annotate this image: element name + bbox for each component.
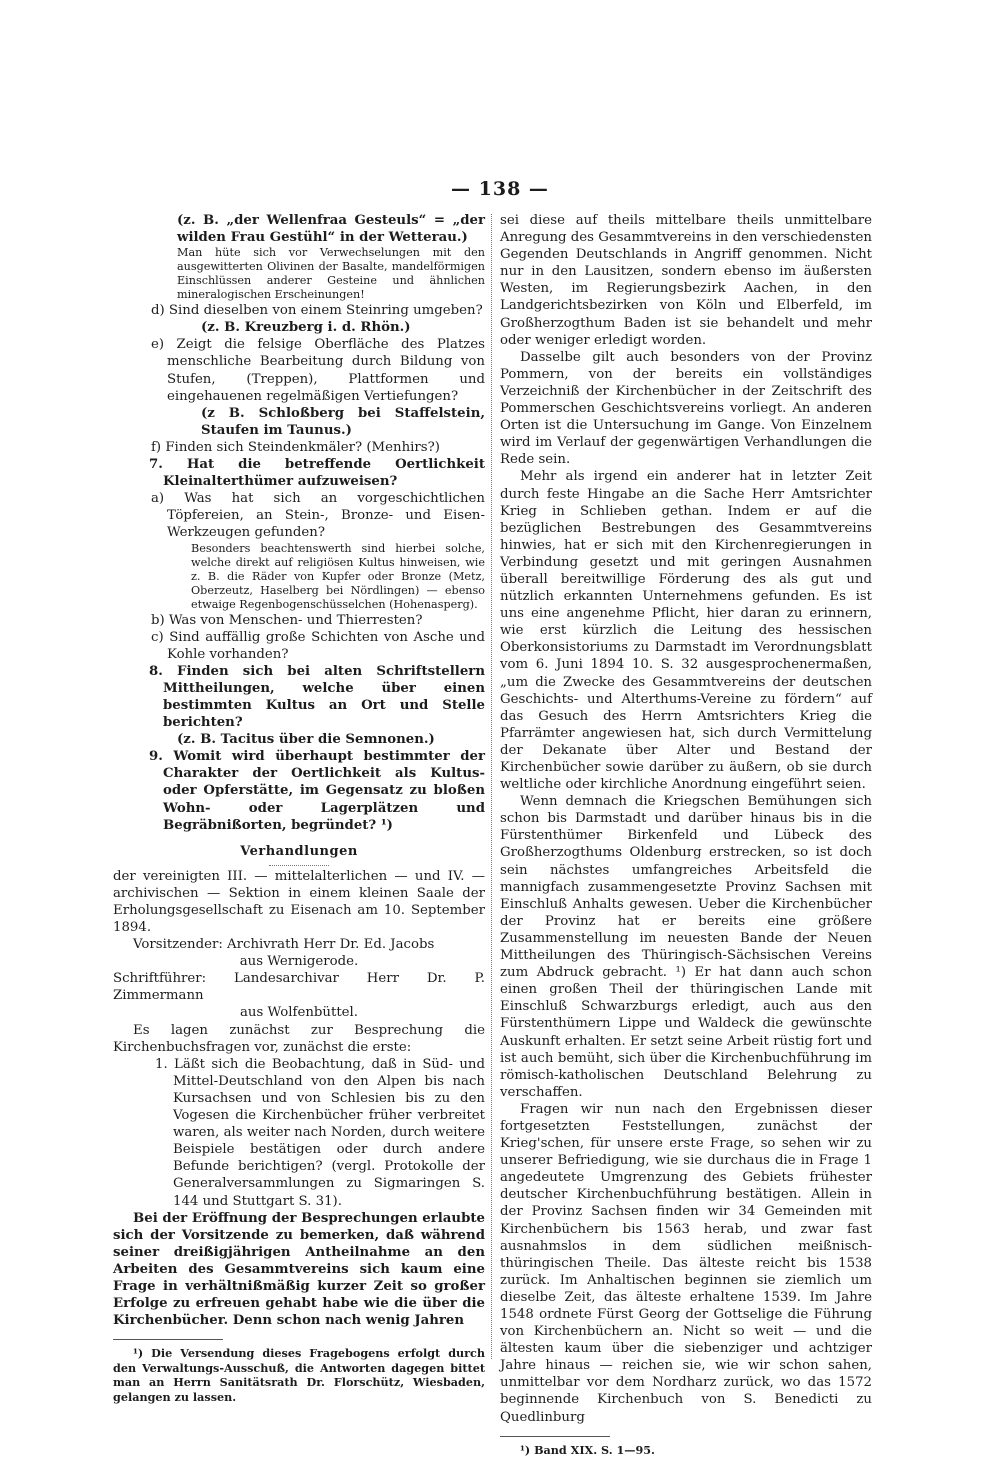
question-1: 1. Läßt sich die Beobachtung, daß in Süd- und Mittel-Deutschland von den Alpen bis nach Kursachsen und von Schlesien bis zu den Vogesen die Kirchenbücher früher verbreitet waren, als weiter nach Norden, durch weitere Beispiele bestätigen oder durch andere Befunde berichtigen? (vergl. Protokolle der Generalversammlungen zu Sigmaringen S. 144 und Stuttgart S. 31).	[155, 1056, 485, 1209]
example-note: (z. B. „der Wellenfraa Gesteuls“ = „der wilden Frau Gestühl“ in der Wetterau.)	[177, 213, 485, 246]
paragraph-4: Wenn demnach die Kriegschen Bemühungen sich schon bis Darmstadt und darüber hinaus bis in die Fürstenthümer Birkenfeld und Lübeck des Großherzogthums Oldenburg erstrecken, so ist doch sein nächstes umfangreiches Arbeitsfeld die mannigfach zusammengesetzte Provinz Sachsen mit Einschluß Anhalts gewesen. Ueber die Kirchenbücher der Provinz hat er bereits eine größere Zusammenstellung im neuesten Bande der Neuen Mittheilungen des Thüringisch-Sächsischen Vereins zum Abdruck gebracht. ¹) Er hat dann auch schon einen großen Theil der thüringischen Lande mit Einschluß Schwarzburgs erledigt, auch aus den Fürstenthümern Lippe und Waldeck die gewünschte Auskunft erhalten. Er setzt seine Arbeit rüstig fort und ist auch bemüht, sich über die Kirchenbuchführung im römisch-katholischen Deutschland Belehrung zu verschaffen.	[500, 794, 872, 1100]
chairman-origin: aus Wernigerode.	[239, 954, 359, 970]
note-7a: Besonders beachtenswerth sind hierbei solche, welche direkt auf religiösen Kultus hinweisen, wie z. B. die Räder von Kupfer oder Bronze (Metz, Oberzeutz, Haselberg bei Nördlingen) — ebenso etwaige Regenbogenschüsselchen (Hohenasperg).	[191, 541, 485, 611]
question-9: 9. Womit wird überhaupt bestimmter der Charakter der Oertlichkeit als Kultus- oder Opferstätte, im Gegensatz zu bloßen Wohn- oder Lagerplätzen und Begräbnißorten, begründet? ¹)	[149, 749, 485, 833]
paragraph-3: Mehr als irgend ein anderer hat in letzter Zeit durch feste Hingabe an die Sache Herr Amtsrichter Krieg in Schlieben gethan. Indem er auf die bezüglichen Bestrebungen des Gesammtvereins hinwies, hat er sich mit den Kirchenregierungen in Verbindung gesetzt und mit geringen Ausnahmen überall bereitwillige Förderung des als gut und nützlich erkannten Unternehmens gefunden. Es ist uns eine angenehme Pflicht, hier daran zu erinnern, wie erst kürzlich die Leitung des hessischen Oberkonsistoriums zu Darmstadt im Verordnungsblatt vom 6. Juni 1894 10. S. 32 ausgesprochenermaßen, „um die Zwecke des Gesammtvereins der deutschen Geschichts- und Alterthums-Vereine zu fördern“ auf das Gesuch des Herrn Amtsrichters Krieg die Pfarrämter angewiesen hat, sich durch Vermittelung der Dekanate über Alter und Bestand der Kirchenbücher sowie darüber zu äußern, ob sie durch weltliche oder kirchliche Anordnung eingeführt seien.	[500, 469, 872, 793]
section-heading: Verhandlungen	[240, 843, 358, 859]
left-column	[113, 212, 485, 1404]
question-f: f) Finden sich Steindenkmäler? (Menhirs?)	[151, 439, 440, 455]
question-7: 7. Hat die betreffende Oertlichkeit Kleinalterthümer aufzuweisen?	[149, 457, 485, 490]
example-8: (z. B. Tacitus über die Semnonen.)	[177, 732, 435, 748]
secretary: Schriftführer: Landesarchivar Herr Dr. P. Zimmermann	[113, 971, 485, 1004]
meeting-intro: der vereinigten III. — mittelalterlichen — und IV. — archivischen — Sektion in einem kleinen Saale der Erholungsgesellschaft zu Eisenach am 10. September 1894.	[113, 868, 485, 935]
warning-note: Man hüte sich vor Verwechselungen mit den ausgewitterten Olivinen der Basalte, mandelförmigen Einschlüssen anderer Gesteine und ähnlichen mineralogischen Erscheinungen!	[177, 246, 485, 302]
page-number: — 138 —	[451, 178, 549, 200]
secretary-origin: aus Wolfenbüttel.	[239, 1005, 359, 1021]
question-e: e) Zeigt die felsige Oberfläche des Platzes menschliche Bearbeitung durch Bildung von Stufen, (Treppen), Plattformen und eingehauenen regelmäßigen Vertiefungen?	[151, 337, 485, 404]
agenda-intro: Es lagen zunächst zur Besprechung die Kirchenbuchsfragen vor, zunächst die erste:	[113, 1022, 485, 1055]
question-8: 8. Finden sich bei alten Schriftstellern Mittheilungen, welche über einen bestimmten Kultus an Ort und Stelle berichten?	[149, 663, 485, 731]
opening-paragraph: Bei der Eröffnung der Besprechungen erlaubte sich der Vorsitzende zu bemerken, daß während seiner dreißigjährigen Antheilnahme an den Arbeiten des Gesammtvereins sich kaum eine Frage in verhältnißmäßig kurzer Zeit so großer Erfolge zu erfreuen gehabt habe wie die über die Kirchenbücher. Denn schon nach wenig Jahren	[113, 1210, 485, 1329]
column-divider	[491, 214, 492, 1359]
footnote-rule	[113, 1339, 223, 1340]
right-column	[500, 212, 872, 1457]
footnote-right: ¹) Band XIX. S. 1—95.	[520, 1442, 655, 1457]
footnote-rule-right	[500, 1436, 610, 1437]
example-e: (z B. Schloßberg bei Staffelstein, Staufen im Taunus.)	[201, 405, 485, 438]
question-7c: c) Sind auffällig große Schichten von Asche und Kohle vorhanden?	[151, 629, 485, 662]
question-d: d) Sind dieselben von einem Steinring umgeben?	[151, 303, 483, 319]
paragraph-5: Fragen wir nun nach den Ergebnissen dieser fortgesetzten Feststellungen, zunächst der Krieg'schen, für unsere erste Frage, so sehen wir zu unserer Befriedigung, wie sie durchaus die in Frage 1 angedeutete Umgrenzung des Gebiets frühester deutscher Kirchenbuchführung bestätigen. Allein in der Provinz Sachsen finden wir 34 Gemeinden mit Kirchenbüchern bis 1563 herab, und zwar fast ausnahmslos in dem südlichen meißnisch-thüringischen Theile. Das älteste reicht bis 1538 zurück. Im Anhaltischen beginnen sie ziemlich um dieselbe Zeit, das älteste erhaltene 1539. Im Jahre 1548 ordnete Fürst Georg der Gottselige die Führung von Kirchenbüchern an. Nicht so weit — und die ältesten kaum über die siebenziger und achtziger Jahre hinaus — reichen sie, wie wir schon sahen, unmittelbar vor dem Nordharz zurück, wo das 1572 beginnende Kirchenbuch von S. Benedicti zu Quedlinburg	[500, 1101, 872, 1425]
question-7b: b) Was von Menschen- und Thierresten?	[151, 612, 423, 628]
footnote-left: ¹) Die Versendung dieses Fragebogens erfolgt durch den Verwaltungs-Ausschuß, die Antworten dagegen bittet man an Herrn Sanitätsrath Dr. Florschütz, Wiesbaden, gelangen zu lassen.	[113, 1346, 485, 1404]
heading-rule	[269, 865, 329, 866]
paragraph-1: sei diese auf theils mittelbare theils unmittelbare Anregung des Gesammtvereins in den verschiedensten Gegenden Deutschlands in Angriff genommen. Nicht nur in den Lausitzen, sondern ebenso im äußersten Westen, im Regierungsbezirk Aachen, in den Landgerichtsbezirken von Köln und Elberfeld, im Großherzogthum Baden ist sie behandelt und mehr oder weniger erledigt worden.	[500, 213, 872, 348]
question-7a: a) Was hat sich an vorgeschichtlichen Töpfereien, an Stein-, Bronze- und Eisen-Werkzeugen gefunden?	[151, 491, 485, 541]
example-d: (z. B. Kreuzberg i. d. Rhön.)	[201, 320, 411, 336]
paragraph-2: Dasselbe gilt auch besonders von der Provinz Pommern, von der bereits ein vollständiges Verzeichniß der Kirchenbücher in der Zeitschrift des Pommerschen Geschichtsvereins vorliegt. An anderen Orten ist die Untersuchung im Gange. Von Einzelnem wird im Verlauf der gegenwärtigen Verhandlungen die Rede sein.	[500, 349, 872, 468]
chairman: Vorsitzender: Archivrath Herr Dr. Ed. Jacobs	[133, 937, 435, 953]
